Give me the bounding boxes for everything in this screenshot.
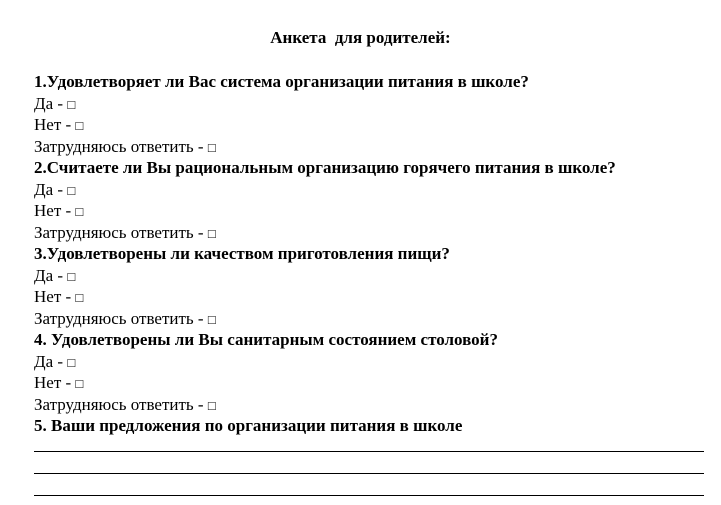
question-block-1: [34, 71, 714, 157]
checkbox-icon[interactable]: □: [207, 225, 216, 241]
question-4: 4. Удовлетворены ли Вы санитарным состоянием столовой?: [34, 330, 498, 349]
checkbox-icon[interactable]: □: [67, 96, 76, 112]
checkbox-icon[interactable]: □: [67, 268, 76, 284]
checkbox-icon[interactable]: □: [75, 204, 84, 219]
option-label: Нет -: [34, 115, 76, 134]
option-label: Нет -: [34, 287, 76, 306]
checkbox-icon[interactable]: □: [75, 376, 84, 391]
option-label: Да -: [34, 265, 68, 285]
option-unsure: [34, 394, 714, 416]
page-title: Анкета для родителей:: [270, 28, 451, 47]
option-unsure: [34, 136, 714, 158]
option-label: Нет -: [34, 373, 76, 392]
answer-line-1[interactable]: [34, 451, 704, 452]
option-unsure: [34, 308, 714, 330]
checkbox-icon[interactable]: □: [75, 118, 84, 133]
question-block-3: [34, 243, 714, 329]
option-unsure: [34, 222, 714, 244]
question-5: 5. Ваши предложения по организации питания в школе: [34, 416, 463, 435]
option-no: [34, 200, 714, 222]
option-no: [34, 286, 714, 308]
option-label: Да -: [34, 351, 68, 371]
option-label: Да -: [34, 179, 68, 199]
option-label: Затрудняюсь ответить -: [34, 136, 208, 156]
option-yes: [34, 179, 714, 201]
option-no: [34, 372, 714, 394]
option-label: Да -: [34, 93, 68, 113]
checkbox-icon[interactable]: □: [207, 397, 216, 413]
checkbox-icon[interactable]: □: [207, 139, 216, 155]
option-label: Затрудняюсь ответить -: [34, 308, 208, 328]
checkbox-icon[interactable]: □: [207, 311, 216, 327]
option-no: [34, 114, 714, 136]
question-block-2: [34, 157, 714, 243]
question-1: 1.Удовлетворяет ли Вас система организации питания в школе?: [34, 72, 529, 91]
option-label: Затрудняюсь ответить -: [34, 222, 208, 242]
option-yes: [34, 93, 714, 115]
question-3: 3.Удовлетворены ли качеством приготовления пищи?: [34, 244, 450, 263]
option-yes: [34, 351, 714, 373]
option-yes: [34, 265, 714, 287]
checkbox-icon[interactable]: □: [67, 354, 76, 370]
answer-line-2[interactable]: [34, 473, 704, 474]
option-label: Затрудняюсь ответить -: [34, 394, 208, 414]
checkbox-icon[interactable]: □: [75, 290, 84, 305]
option-label: Нет -: [34, 201, 76, 220]
answer-line-3[interactable]: [34, 495, 704, 496]
checkbox-icon[interactable]: □: [67, 182, 76, 198]
question-block-4: [34, 329, 714, 415]
question-2: 2.Считаете ли Вы рациональным организацию горячего питания в школе?: [34, 158, 616, 177]
survey-body: [34, 71, 714, 437]
